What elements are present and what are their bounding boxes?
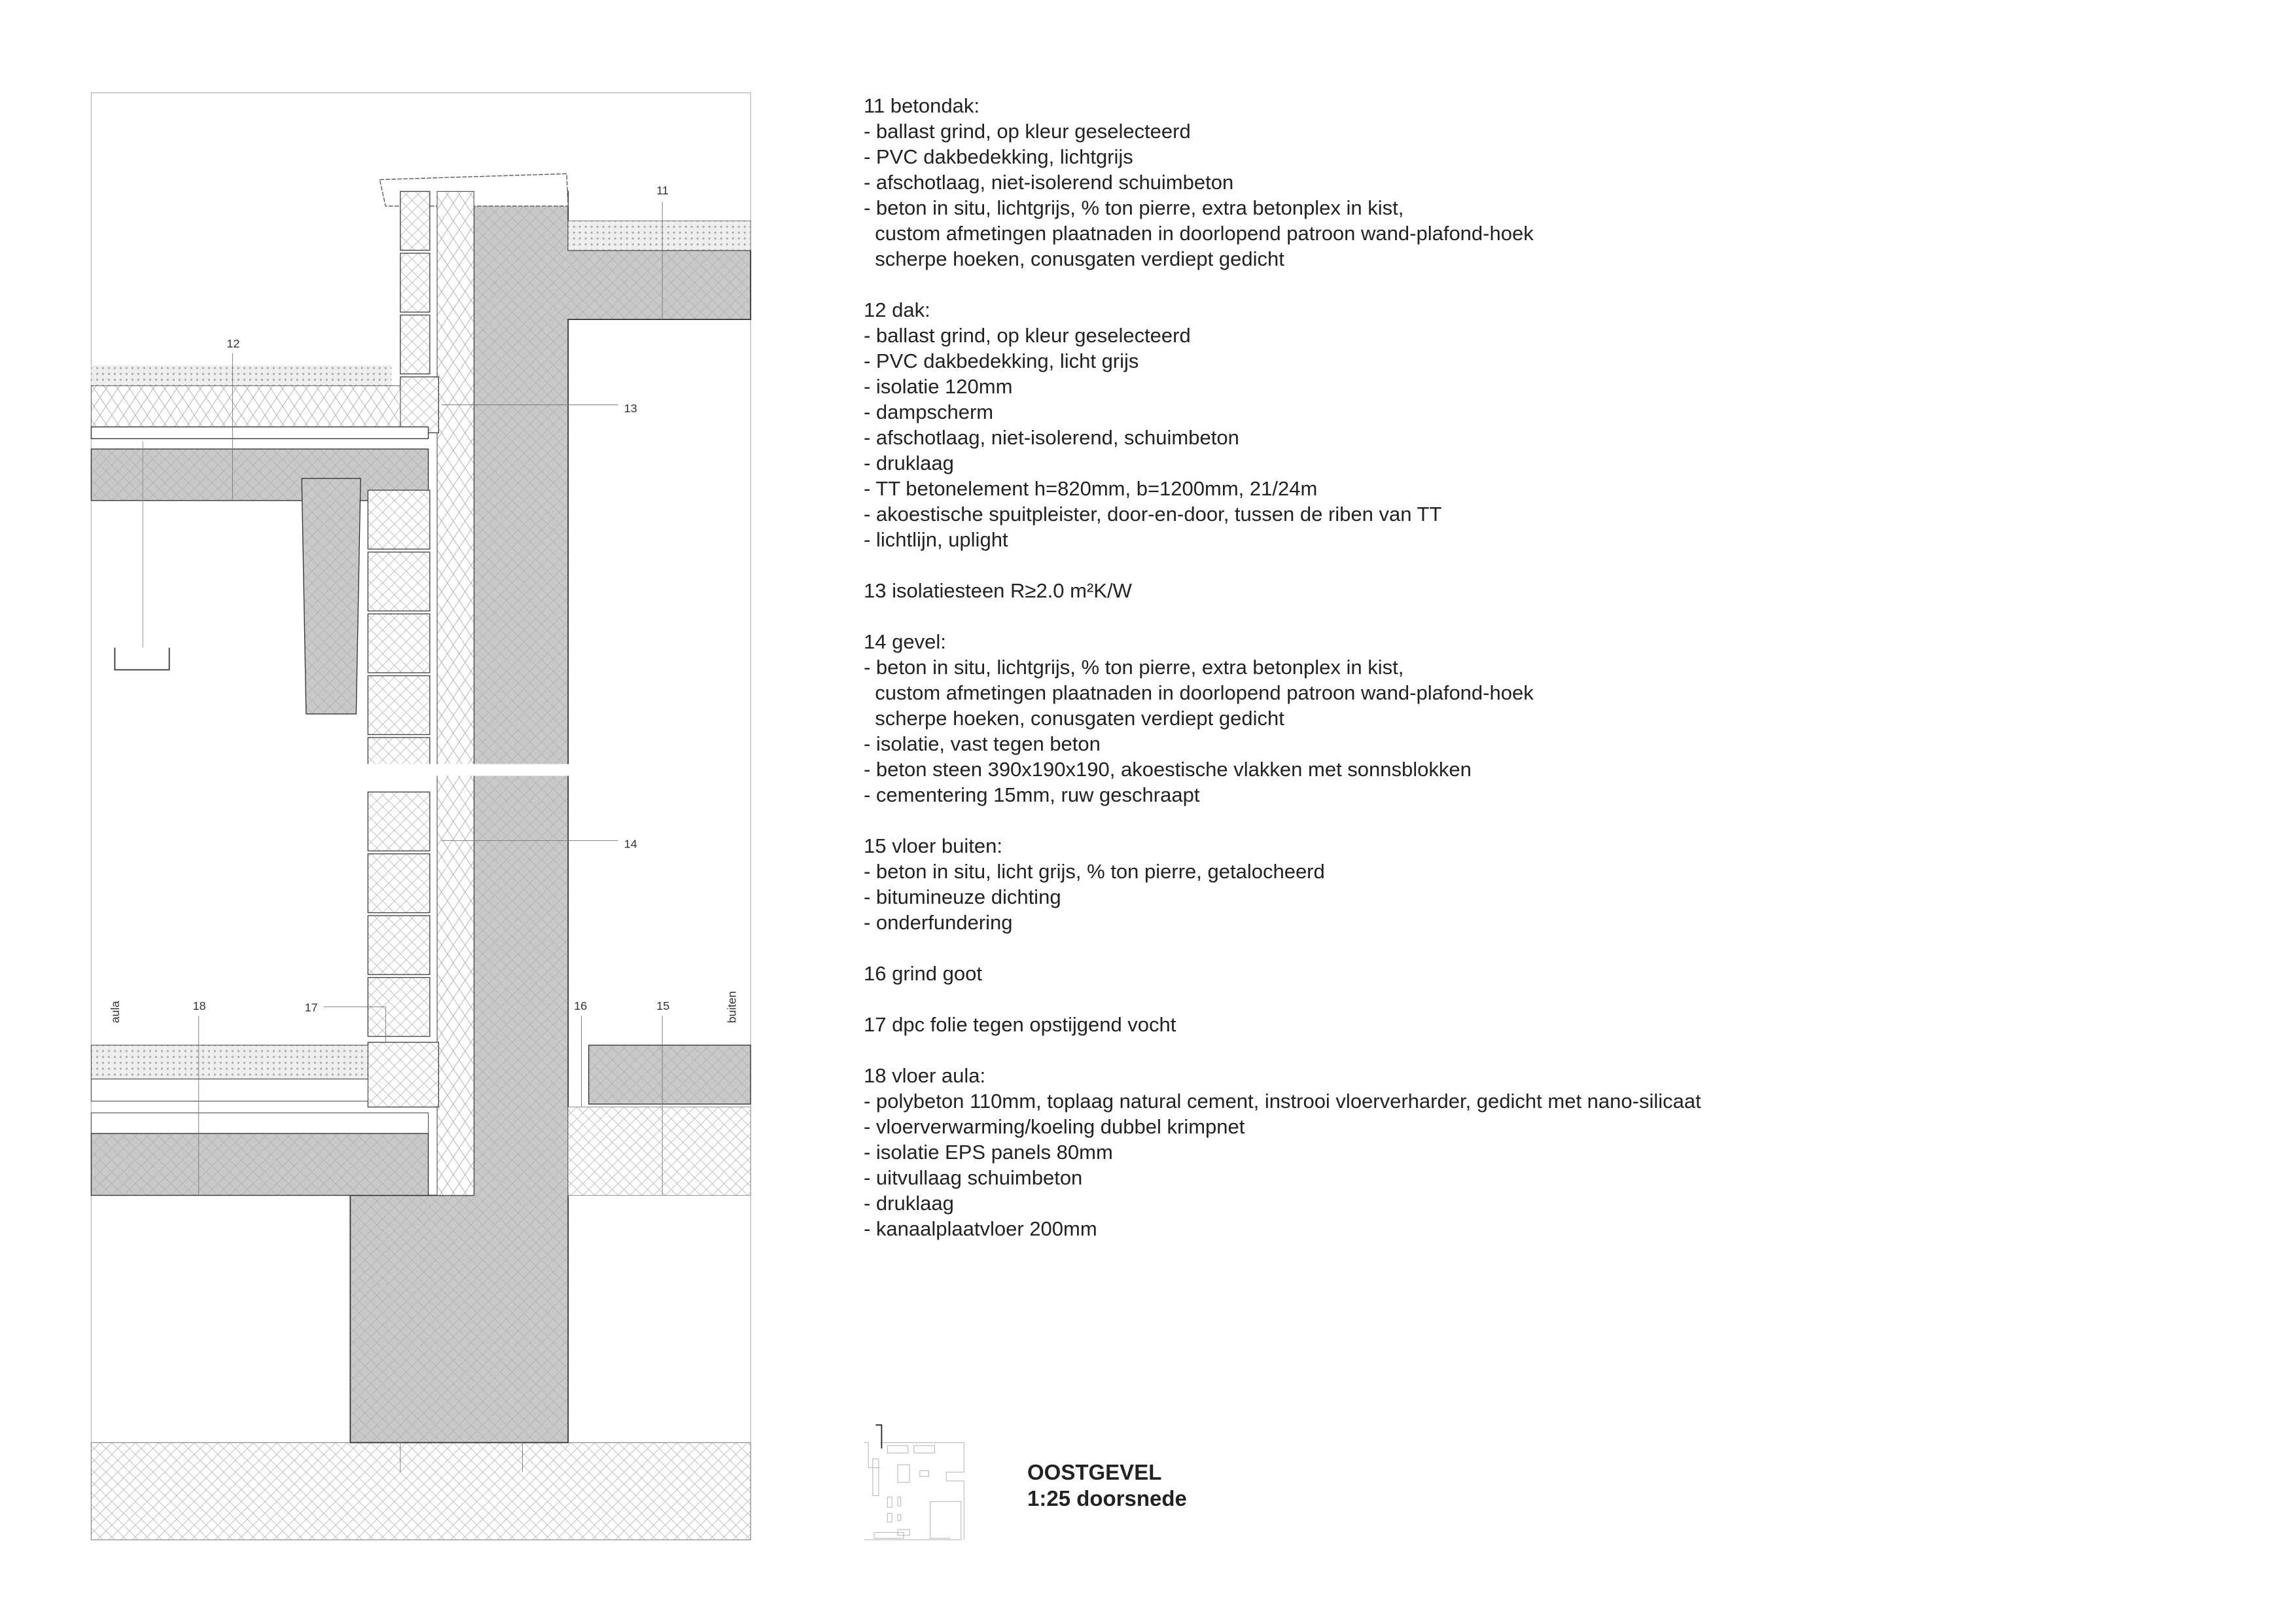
note-line: - cementering 15mm, ruw geschraapt: [864, 783, 1200, 806]
note-heading: 18 vloer aula:: [864, 1064, 986, 1087]
note-line: - afschotlaag, niet-isolerend schuimbeton: [864, 171, 1234, 194]
roof-insulation-12: [91, 385, 400, 427]
note-line: - ballast grind, op kleur geselecteerd: [864, 324, 1191, 347]
note-line: scherpe hoeken, conusgaten verdiept gedicht: [864, 707, 1284, 730]
note-group: [864, 629, 1701, 808]
wall-insulation: [437, 191, 474, 1195]
note-line: scherpe hoeken, conusgaten verdiept gedicht: [864, 247, 1284, 270]
label-13: 13: [624, 401, 637, 415]
floor-aula-slab: [91, 1133, 428, 1195]
masonry-blocks: [368, 490, 438, 1107]
note-group: [864, 1063, 1701, 1241]
note-line: - TT betonelement h=820mm, b=1200mm, 21/24m: [864, 477, 1318, 500]
note-line: - kanaalplaatvloer 200mm: [864, 1217, 1097, 1240]
note-group: [864, 93, 1701, 272]
outside-ground: [568, 1107, 751, 1196]
note-heading: 14 gevel:: [864, 630, 946, 653]
note-group: [864, 1012, 1701, 1037]
note-heading: 15 vloer buiten:: [864, 834, 1002, 857]
label-14: 14: [624, 837, 637, 851]
note-line: - dampscherm: [864, 401, 994, 423]
note-line: - vloerverwarming/koeling dubbel krimpnet: [864, 1115, 1245, 1138]
note-group: [864, 961, 1701, 986]
note-group: [864, 578, 1701, 603]
uplight-icon: [115, 648, 169, 670]
note-line: - beton in situ, licht grijs, % ton pierre, getalocheerd: [864, 860, 1325, 883]
note-line: - druklaag: [864, 452, 954, 474]
label-16: 16: [574, 999, 588, 1013]
tt-rib: [302, 478, 361, 714]
label-12: 12: [226, 336, 240, 350]
note-line: - polybeton 110mm, toplaag natural cement, instrooi vloerverharder, gedicht met nano-silicaat: [864, 1090, 1701, 1113]
section-marker-icon: [875, 1425, 881, 1448]
floor-aula-top: [91, 1045, 368, 1079]
note-line: - beton steen 390x190x190, akoestische vlakken met sonnsblokken: [864, 758, 1472, 781]
note-line: - druklaag: [864, 1192, 954, 1215]
note-line: - isolatie 120mm: [864, 375, 1013, 398]
note-line: custom afmetingen plaatnaden in doorlopend patroon wand-plafond-hoek: [864, 681, 1534, 704]
note-line: - uitvullaag schuimbeton: [864, 1166, 1083, 1189]
note-line: - isolatie EPS panels 80mm: [864, 1141, 1113, 1164]
note-heading: 12 dak:: [864, 298, 930, 321]
note-heading: 13 isolatiesteen R≥2.0 m²K/W: [864, 579, 1132, 602]
label-17: 17: [304, 1001, 318, 1014]
note-line: - onderfundering: [864, 911, 1013, 934]
note-heading: 17 dpc folie tegen opstijgend vocht: [864, 1013, 1176, 1036]
legend-notes: [864, 93, 1701, 1267]
note-line: - bitumineuze dichting: [864, 885, 1061, 908]
label-11: 11: [656, 183, 669, 197]
title-name: OOSTGEVEL: [1027, 1460, 1162, 1484]
note-line: custom afmetingen plaatnaden in doorlopend patroon wand-plafond-hoek: [864, 222, 1534, 245]
floor-outside: [589, 1045, 751, 1104]
note-heading: 16 grind goot: [864, 962, 982, 985]
label-buiten: buiten: [725, 991, 739, 1024]
note-line: - beton in situ, lichtgrijs, % ton pierre, extra betonplex in kist,: [864, 656, 1404, 679]
label-aula: aula: [109, 1001, 122, 1024]
note-line: - akoestische spuitpleister, door-en-door, tussen de riben van TT: [864, 503, 1442, 526]
note-line: - beton in situ, lichtgrijs, % ton pierre, extra betonplex in kist,: [864, 196, 1404, 219]
note-group: [864, 833, 1701, 935]
ground: [91, 1442, 751, 1539]
note-heading: 11 betondak:: [864, 94, 980, 117]
note-line: - ballast grind, op kleur geselecteerd: [864, 120, 1191, 143]
gravel-11: [568, 221, 751, 250]
note-line: - PVC dakbedekking, licht grijs: [864, 349, 1139, 372]
key-plan: [864, 1442, 964, 1539]
gravel-12: [91, 365, 391, 385]
sheet-title: [1027, 1459, 1187, 1512]
note-line: - afschotlaag, niet-isolerend, schuimbeton: [864, 426, 1239, 449]
label-15: 15: [656, 999, 670, 1013]
upper-blocks: [400, 191, 438, 433]
label-18: 18: [192, 999, 206, 1013]
note-line: - PVC dakbedekking, lichtgrijs: [864, 145, 1133, 168]
note-line: - isolatie, vast tegen beton: [864, 732, 1101, 755]
title-scale: 1:25 doorsnede: [1027, 1486, 1187, 1510]
note-line: - lichtlijn, uplight: [864, 528, 1008, 551]
note-group: [864, 297, 1701, 552]
